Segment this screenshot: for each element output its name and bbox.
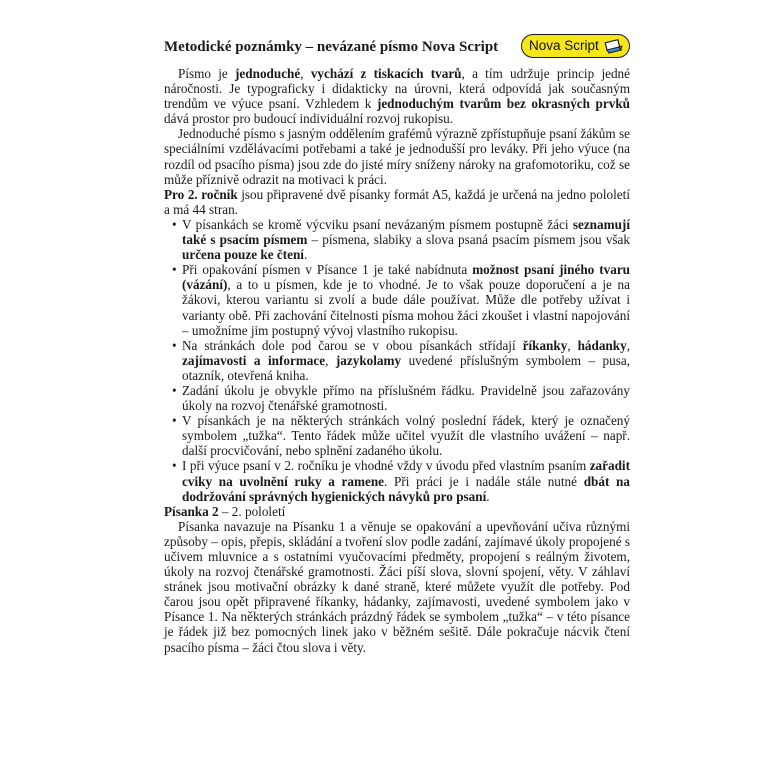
page-content <box>164 32 630 655</box>
list-item: • Při opakování písmen v Písance 1 je také nabídnuta možnost psaní jiného tvaru (vázání), a to u písmen, kde je to vhodné. Je to však pouze doporučení a je na žákovi, kterou variantu si zvolí a bude dále používat. Může dle potřeby užívat i varianty obě. Při zachování čitelnosti písma mohou žáci zkoušet i vlastní napojování – umožníme jim postupný vývoj vlastního rukopisu. <box>182 262 630 337</box>
bullet-list <box>164 217 630 504</box>
section-heading-pisanka2: Písanka 2 – 2. pololetí <box>164 503 286 519</box>
section-heading-grade2: Pro 2. ročník jsou připravené dvě písanky formát A5, každá je určená na jedno pololetí a má 44 stran. <box>164 186 630 217</box>
intro-paragraph-1: Písmo je jednoduché, vychází z tiskacích tvarů, a tím udržuje princip jedné náročnosti. Je typograficky i didakticky na úrovni, která odpovídá jak současným trendům ve výuce psaní. Vzhledem k jednoduchým tvarům bez okrasných prvků dává prostor pro budoucí individuální rozvoj rukopisu. <box>164 66 630 127</box>
page-title: Metodické poznámky – nevázané písmo Nova Script <box>164 39 499 55</box>
list-item: • I při výuce psaní v 2. ročníku je vhodné vždy v úvodu před vlastním psaním zařadit cviky na uvolnění ruky a ramene. Při práci je i nadále stále nutné dbát na dodržování správných hygienických návyků pro psaní. <box>182 458 630 503</box>
list-item: • V písankách se kromě výcviku psaní nevázaným písmem postupně žáci seznamují také s psacím písmem – písmena, slabiky a slova psaná psacím písmem jsou však určena pouze ke čtení. <box>182 217 630 262</box>
badge-label: Nova Script <box>529 38 599 53</box>
list-item: • Na stránkách dole pod čarou se v obou písankách střídají říkanky, hádanky, zajímavosti a informace, jazykolamy uvedené příslušným symbolem – pusa, otazník, otevřená kniha. <box>182 338 630 383</box>
pisanka2-paragraph: Písanka navazuje na Písanku 1 a věnuje se opakování a upevňování učiva různými způsoby – opis, přepis, skládání a tvoření slov podle zadání, zajímavé úkoly propojené s učivem mluvnice a s ostatními vyučovacími předměty, propojení s reálným životem, úkoly na rozvoj čtenářské gramotnosti. Žáci píší slova, slovní spojení, věty. V záhlaví stránek jsou motivační obrázky k dané straně, které můžete využít dle potřeby. Pod čarou jsou opět připravené říkanky, hádanky, zajímavosti, uvedené symbolem jako v Písance 1. Na některých stránkách prázdný řádek se symbolem „tužka“ – v této písance je řádek již bez pomocných linek jako v běžném sešitě. Dále pokračuje nácvik čtení psacího písma – žáci čtou slova i věty. <box>164 518 630 655</box>
intro-paragraph-2: Jednoduché písmo s jasným oddělením grafémů výrazně zpřístupňuje psaní žákům se speciálními vzdělávacími potřebami a také je jednodušší pro leváky. Při jeho výuce (na rozdíl od psacího písma) jsou zde do jisté míry sníženy nároky na grafomotoriku, což se může příznivě odrazit na motivaci k práci. <box>164 126 630 187</box>
list-item: • Zadání úkolu je obvykle přímo na příslušném řádku. Pravidelně jsou zařazovány úkoly na rozvoj čtenářské gramotnosti. <box>182 383 630 413</box>
list-item: • V písankách je na některých stránkách volný poslední řádek, který je označený symbolem „tužka“. Tento řádek může učitel využít dle vlastního uvážení – např. další procvičování, nebo splnění zadaného úkolu. <box>182 413 630 458</box>
